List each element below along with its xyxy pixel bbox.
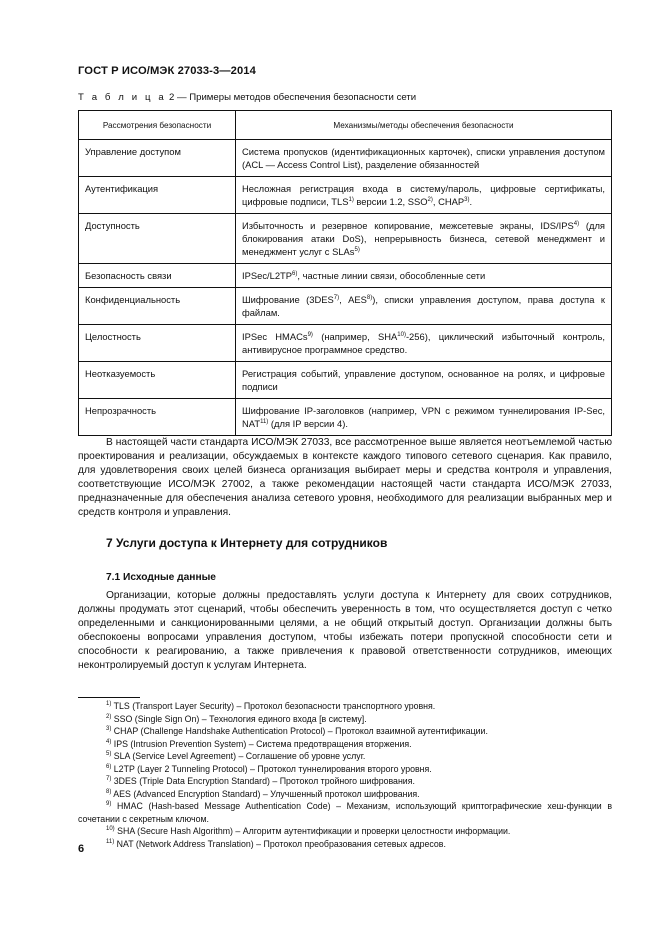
footnote-ref[interactable]: 1) <box>348 197 354 203</box>
table-row <box>79 140 612 177</box>
mechanisms-cell: Система пропусков (идентификационных карточек), списки управления доступом (ACL — Access Control List), разделение обязанностей <box>236 140 612 177</box>
column-header-mechanisms: Механизмы/методы обеспечения безопасности <box>236 111 612 140</box>
document-header: ГОСТ Р ИСО/МЭК 27033-3—2014 <box>78 65 256 77</box>
table-row <box>79 177 612 214</box>
footnote: $^{5)}$ SLA (Service Level Agreement) – Соглашение об уровне услуг. <box>106 751 366 761</box>
footnote: $^{3)}$ CHAP (Challenge Handshake Authentication Protocol) – Протокол взаимной аутентификации. <box>106 726 488 736</box>
consideration-cell: Доступность <box>79 214 236 264</box>
footnote-ref[interactable]: 6) <box>292 271 298 277</box>
security-methods-table <box>78 110 612 436</box>
consideration-cell: Целостность <box>79 325 236 362</box>
consideration-cell: Аутентификация <box>79 177 236 214</box>
body-paragraph: В настоящей части стандарта ИСО/МЭК 27033, все рассмотренное выше является неотъемлемой частью проектирования и реализации, обсуждаемых в контексте каждого типового сетевого сценария. Как правило, для удовлетворения своих целей бизнеса организация выбирает меры и средства контроля и управления, соответствующие ИСО/МЭК 27002, а также рекомендации настоящей части стандарта ИСО/МЭК 27033, предназначенные для обеспечения анализа сетевого уровня, необходимого для реализации выбранных мер и средств контроля и управления. <box>78 437 612 518</box>
consideration-cell: Непрозрачность <box>79 399 236 436</box>
table-row <box>79 288 612 325</box>
section-heading: 7 Услуги доступа к Интернету для сотрудников <box>106 536 388 550</box>
consideration-cell: Управление доступом <box>79 140 236 177</box>
footnote-ref[interactable]: 7) <box>333 295 340 301</box>
column-header-consideration: Рассмотрения безопасности <box>79 111 236 140</box>
consideration-cell: Неотказуемость <box>79 362 236 399</box>
footnote-ref[interactable]: 3) <box>464 197 470 203</box>
table-row <box>79 325 612 362</box>
table-row <box>79 214 612 264</box>
footnote-ref[interactable]: 11) <box>260 419 269 425</box>
mechanisms-cell: Регистрация событий, управление доступом, основанное на ролях, и цифровые подписи <box>236 362 612 399</box>
table-row <box>79 264 612 288</box>
table-caption-label: Т а б л и ц а <box>78 92 167 103</box>
footnote-ref[interactable]: 9) <box>307 332 313 338</box>
table-row <box>79 399 612 436</box>
footnote: $^{2)}$ SSO (Single Sign On) – Технология единого входа [в систему]. <box>106 713 367 724</box>
mechanisms-cell: Шифрование (3DES$^{7)}$, AES$^{8)}$), списки управления доступом, права доступа к файлам. <box>236 288 612 325</box>
body-paragraph: Организации, которые должны предоставлять услуги доступа к Интернету для своих сотрудников, должны продумать этот сценарий, чтобы обеспечить уверенность в том, что осуществляется доступ с четко определенными и санкционированными целями, а не общий открытый доступ. Организации должны быть обеспокоены вопросами управления доступом, чтобы избежать потери пропускной способности сети и способности к реагированию, а также привлечения к правовой ответственности сотрудников, имеющих неконтролируемый доступ к услугам Интернета. <box>78 590 612 671</box>
footnote-ref[interactable]: 4) <box>573 221 580 227</box>
footnote-ref[interactable]: 2) <box>427 197 433 203</box>
footnote-ref[interactable]: 5) <box>354 247 360 253</box>
footnotes <box>78 700 612 850</box>
mechanisms-cell: IPSec/L2TP$^{6)}$, частные линии связи, обособленные сети <box>236 264 612 288</box>
table-row <box>79 362 612 399</box>
footnote: $^{11)}$ NAT (Network Address Translation) – Протокол преобразования сетевых адресов. <box>106 838 446 849</box>
footnote-ref[interactable]: 8) <box>366 295 373 301</box>
mechanisms-cell: Несложная регистрация входа в систему/пароль, цифровые сертификаты, цифровые подписи, TLS$^{1)}$ версии 1.2, SSO$^{2)}$, CHAP$^{3)}$. <box>236 177 612 214</box>
footnote: $^{4)}$ IPS (Intrusion Prevention System) – Система предотвращения вторжения. <box>106 738 412 749</box>
footnote: $^{6)}$ L2TP (Layer 2 Tunneling Protocol) – Протокол туннелирования второго уровня. <box>106 763 432 774</box>
mechanisms-cell: Избыточность и резервное копирование, межсетевые экраны, IDS/IPS$^{4)}$ (для блокирования атаки DoS), непрерывность бизнеса, сетевой менеджмент и менеджмент услуг с SLAs$^{5)}$ <box>236 214 612 264</box>
footnote-separator <box>78 697 140 698</box>
consideration-cell: Безопасность связи <box>79 264 236 288</box>
mechanisms-cell: Шифрование IP-заголовков (например, VPN с режимом туннелирования IP-Sec, NAT$^{11)}$ (для IP версии 4). <box>236 399 612 436</box>
consideration-cell: Конфиденциальность <box>79 288 236 325</box>
table-caption-text: 2 — Примеры методов обеспечения безопасности сети <box>166 92 417 103</box>
footnote-ref[interactable]: 10) <box>397 332 406 338</box>
table-header-row <box>79 111 612 140</box>
footnote: $^{1)}$ TLS (Transport Layer Security) – Протокол безопасности транспортного уровня. <box>106 701 436 711</box>
footnote: $^{8)}$ AES (Advanced Encryption Standard) – Улучшенный протокол шифрования. <box>106 788 420 799</box>
page-number: 6 <box>78 843 85 855</box>
footnote: $^{7)}$ 3DES (Triple Data Encryption Standard) – Протокол тройного шифрования. <box>106 776 415 786</box>
table-caption <box>78 92 416 103</box>
footnote: $^{10)}$ SHA (Secure Hash Algorithm) – Алгоритм аутентификации и проверки целостности информации. <box>106 826 511 836</box>
mechanisms-cell: IPSec HMACs$^{9)}$ (например, SHA$^{10)}$-256), циклический избыточный контроль, антивирусное программное средство. <box>236 325 612 362</box>
subsection-heading: 7.1 Исходные данные <box>106 572 216 583</box>
footnote: $^{9)}$ HMAC (Hash-based Message Authentication Code) – Механизм, использующий криптографические хеш-функции в сочетании с секретным ключом. <box>78 801 612 824</box>
